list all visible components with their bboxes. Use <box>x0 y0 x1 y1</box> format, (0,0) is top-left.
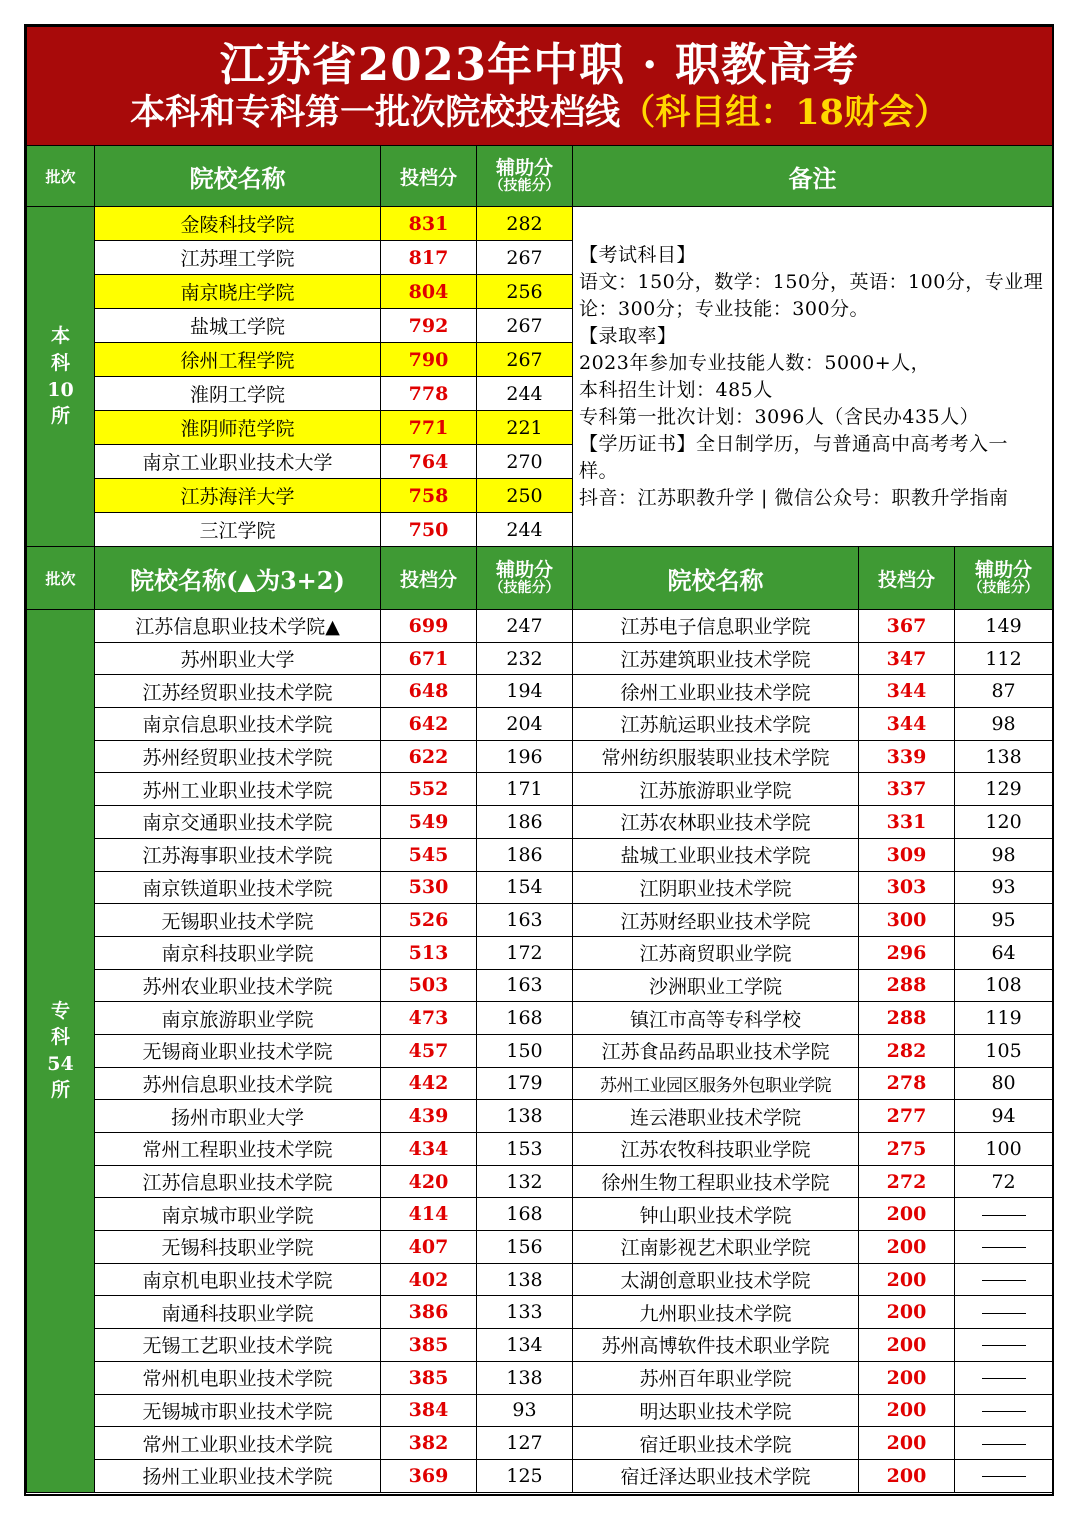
admission-score: 552 <box>381 773 477 806</box>
auxiliary-score: 87 <box>955 675 1053 708</box>
zhuanke-row <box>27 642 1053 675</box>
title-line1: 江苏省2023年中职 · 职教高考 <box>219 38 860 91</box>
zhuanke-row <box>27 740 1053 773</box>
school-name: 江苏商贸职业学院 <box>573 936 859 969</box>
zhuanke-row <box>27 838 1053 871</box>
auxiliary-score: 108 <box>955 969 1053 1002</box>
auxiliary-score: 186 <box>477 806 573 839</box>
admission-score: 200 <box>859 1427 955 1460</box>
auxiliary-score: 149 <box>955 610 1053 643</box>
zhuanke-row <box>27 610 1053 643</box>
school-name: 沙洲职业工学院 <box>573 969 859 1002</box>
auxiliary-score: 244 <box>477 377 573 411</box>
auxiliary-score: 172 <box>477 936 573 969</box>
header-score-zk-right: 投档分 <box>859 547 955 610</box>
admission-score: 309 <box>859 838 955 871</box>
school-name: 无锡城市职业技术学院 <box>95 1394 381 1427</box>
school-name: 淮阴师范学院 <box>95 411 381 445</box>
admission-score: 277 <box>859 1100 955 1133</box>
auxiliary-score: 168 <box>477 1002 573 1035</box>
dash-mark <box>982 1345 1026 1346</box>
admission-score: 790 <box>381 343 477 377</box>
zhuanke-row <box>27 1100 1053 1133</box>
school-name: 江苏农牧科技职业学院 <box>573 1133 859 1166</box>
admission-score: 200 <box>859 1296 955 1329</box>
auxiliary-score-empty <box>955 1459 1053 1492</box>
school-name: 江阴职业技术学院 <box>573 871 859 904</box>
auxiliary-score: 120 <box>955 806 1053 839</box>
school-name: 无锡商业职业技术学院 <box>95 1034 381 1067</box>
auxiliary-score: 256 <box>477 275 573 309</box>
auxiliary-score: 154 <box>477 871 573 904</box>
admission-score: 817 <box>381 241 477 275</box>
school-name: 苏州经贸职业技术学院 <box>95 740 381 773</box>
school-name: 宿迁职业技术学院 <box>573 1427 859 1460</box>
admission-score: 771 <box>381 411 477 445</box>
title-line2-subject-group: （科目组：18财会） <box>620 92 949 133</box>
school-name: 江苏电子信息职业学院 <box>573 610 859 643</box>
admission-score: 402 <box>381 1263 477 1296</box>
auxiliary-score: 232 <box>477 642 573 675</box>
admission-score: 549 <box>381 806 477 839</box>
notes-panel <box>573 207 1053 547</box>
zhuanke-row <box>27 708 1053 741</box>
header-school-zk-right: 院校名称 <box>573 547 859 610</box>
school-name: 无锡职业技术学院 <box>95 904 381 937</box>
school-name: 扬州工业职业技术学院 <box>95 1459 381 1492</box>
auxiliary-score: 171 <box>477 773 573 806</box>
admission-score: 347 <box>859 642 955 675</box>
school-name: 江苏建筑职业技术学院 <box>573 642 859 675</box>
admission-score: 671 <box>381 642 477 675</box>
admission-table <box>26 26 1053 1493</box>
auxiliary-score: 267 <box>477 309 573 343</box>
school-name: 徐州工程学院 <box>95 343 381 377</box>
auxiliary-score: 168 <box>477 1198 573 1231</box>
school-name: 江苏海洋大学 <box>95 479 381 513</box>
zhuanke-row <box>27 1459 1053 1492</box>
school-name: 宿迁泽达职业技术学院 <box>573 1459 859 1492</box>
benke-group-label: 本 科 10 所 <box>27 207 95 547</box>
school-name: 常州工程职业技术学院 <box>95 1133 381 1166</box>
admission-score: 385 <box>381 1329 477 1362</box>
school-name: 江苏海事职业技术学院 <box>95 838 381 871</box>
auxiliary-score: 179 <box>477 1067 573 1100</box>
auxiliary-score: 250 <box>477 479 573 513</box>
admission-score: 385 <box>381 1361 477 1394</box>
school-name: 南京信息职业技术学院 <box>95 708 381 741</box>
auxiliary-score-empty <box>955 1427 1053 1460</box>
auxiliary-score: 98 <box>955 838 1053 871</box>
school-name: 常州机电职业技术学院 <box>95 1361 381 1394</box>
auxiliary-score: 138 <box>955 740 1053 773</box>
zhuanke-row <box>27 1231 1053 1264</box>
auxiliary-score: 282 <box>477 207 573 241</box>
dash-mark <box>982 1280 1026 1281</box>
admission-score: 200 <box>859 1263 955 1296</box>
auxiliary-score: 132 <box>477 1165 573 1198</box>
note-line: 本科招生计划：485人 <box>579 378 773 401</box>
title-line2 <box>27 92 1052 134</box>
school-name: 江苏信息职业技术学院 <box>95 1165 381 1198</box>
school-name: 江苏理工学院 <box>95 241 381 275</box>
admission-score: 296 <box>859 936 955 969</box>
auxiliary-score: 247 <box>477 610 573 643</box>
auxiliary-score: 138 <box>477 1361 573 1394</box>
school-name: 太湖创意职业技术学院 <box>573 1263 859 1296</box>
school-name: 南京交通职业技术学院 <box>95 806 381 839</box>
admission-score: 699 <box>381 610 477 643</box>
school-name: 江苏经贸职业技术学院 <box>95 675 381 708</box>
admission-score: 344 <box>859 675 955 708</box>
auxiliary-score-empty <box>955 1296 1053 1329</box>
admission-score: 200 <box>859 1198 955 1231</box>
title-line2-prefix: 本科和专科第一批次院校投档线 <box>130 92 621 133</box>
admission-score: 442 <box>381 1067 477 1100</box>
dash-mark <box>982 1411 1026 1412</box>
header-note: 备注 <box>573 146 1053 207</box>
note-line: 【录取率】 <box>579 324 677 347</box>
school-name: 苏州工业园区服务外包职业学院 <box>573 1067 859 1100</box>
header-school: 院校名称 <box>95 146 381 207</box>
header-batch-zk: 批次 <box>27 547 95 610</box>
school-name: 南京旅游职业学院 <box>95 1002 381 1035</box>
auxiliary-score: 119 <box>955 1002 1053 1035</box>
school-name: 江苏食品药品职业技术学院 <box>573 1034 859 1067</box>
school-name: 南京工业职业技术大学 <box>95 445 381 479</box>
admission-score: 382 <box>381 1427 477 1460</box>
header-aux: 辅助分 （技能分） <box>477 146 573 207</box>
zhuanke-row <box>27 1263 1053 1296</box>
school-name: 南京城市职业学院 <box>95 1198 381 1231</box>
auxiliary-score: 133 <box>477 1296 573 1329</box>
auxiliary-score: 100 <box>955 1133 1053 1166</box>
zhuanke-row <box>27 806 1053 839</box>
admission-score: 200 <box>859 1459 955 1492</box>
admission-score: 303 <box>859 871 955 904</box>
admission-score: 513 <box>381 936 477 969</box>
admission-score: 473 <box>381 1002 477 1035</box>
school-name: 南通科技职业学院 <box>95 1296 381 1329</box>
zhuanke-row <box>27 1002 1053 1035</box>
admission-score: 414 <box>381 1198 477 1231</box>
school-name: 常州工业职业技术学院 <box>95 1427 381 1460</box>
zhuanke-group-label: 专 科 54 所 <box>27 610 95 1493</box>
school-name: 无锡工艺职业技术学院 <box>95 1329 381 1362</box>
admission-score: 503 <box>381 969 477 1002</box>
title-banner <box>27 27 1053 146</box>
admission-score: 750 <box>381 513 477 547</box>
admission-score: 331 <box>859 806 955 839</box>
note-line: 【学历证书】全日制学历，与普通高中高考考入一样。 <box>579 432 1009 482</box>
auxiliary-score: 64 <box>955 936 1053 969</box>
school-name: 南京科技职业学院 <box>95 936 381 969</box>
dash-mark <box>982 1378 1026 1379</box>
school-name: 苏州农业职业技术学院 <box>95 969 381 1002</box>
auxiliary-score-empty <box>955 1198 1053 1231</box>
school-name: 苏州工业职业技术学院 <box>95 773 381 806</box>
admission-score: 339 <box>859 740 955 773</box>
auxiliary-score: 267 <box>477 241 573 275</box>
school-name: 江苏旅游职业学院 <box>573 773 859 806</box>
admission-score: 434 <box>381 1133 477 1166</box>
admission-score: 386 <box>381 1296 477 1329</box>
auxiliary-score-empty <box>955 1394 1053 1427</box>
auxiliary-score: 156 <box>477 1231 573 1264</box>
auxiliary-score: 186 <box>477 838 573 871</box>
auxiliary-score: 163 <box>477 969 573 1002</box>
admission-score: 792 <box>381 309 477 343</box>
admission-score: 831 <box>381 207 477 241</box>
zhuanke-row <box>27 1034 1053 1067</box>
school-name: 钟山职业技术学院 <box>573 1198 859 1231</box>
note-line: 专科第一批次计划：3096人（含民办435人） <box>579 405 980 428</box>
auxiliary-score: 267 <box>477 343 573 377</box>
admission-score: 272 <box>859 1165 955 1198</box>
school-name: 南京铁道职业技术学院 <box>95 871 381 904</box>
school-name: 盐城工学院 <box>95 309 381 343</box>
school-name: 江苏信息职业技术学院▲ <box>95 610 381 643</box>
admission-score: 344 <box>859 708 955 741</box>
school-name: 无锡科技职业学院 <box>95 1231 381 1264</box>
header-score: 投档分 <box>381 146 477 207</box>
auxiliary-score: 127 <box>477 1427 573 1460</box>
school-name: 连云港职业技术学院 <box>573 1100 859 1133</box>
admission-score: 530 <box>381 871 477 904</box>
zhuanke-row <box>27 1165 1053 1198</box>
admission-score: 282 <box>859 1034 955 1067</box>
dash-mark <box>982 1247 1026 1248</box>
admission-score: 278 <box>859 1067 955 1100</box>
auxiliary-score: 112 <box>955 642 1053 675</box>
admission-score: 758 <box>381 479 477 513</box>
school-name: 苏州高博软件技术职业学院 <box>573 1329 859 1362</box>
auxiliary-score: 204 <box>477 708 573 741</box>
auxiliary-score-empty <box>955 1329 1053 1362</box>
auxiliary-score-empty <box>955 1231 1053 1264</box>
school-name: 苏州职业大学 <box>95 642 381 675</box>
auxiliary-score: 221 <box>477 411 573 445</box>
dash-mark <box>982 1476 1026 1477</box>
school-name: 苏州百年职业学院 <box>573 1361 859 1394</box>
auxiliary-score: 125 <box>477 1459 573 1492</box>
admission-score: 200 <box>859 1329 955 1362</box>
header-batch: 批次 <box>27 146 95 207</box>
auxiliary-score: 95 <box>955 904 1053 937</box>
school-name: 镇江市高等专科学校 <box>573 1002 859 1035</box>
auxiliary-score: 134 <box>477 1329 573 1362</box>
auxiliary-score: 98 <box>955 708 1053 741</box>
auxiliary-score: 138 <box>477 1100 573 1133</box>
auxiliary-score: 93 <box>477 1394 573 1427</box>
auxiliary-score: 163 <box>477 904 573 937</box>
school-name: 三江学院 <box>95 513 381 547</box>
dash-mark <box>982 1444 1026 1445</box>
school-name: 南京机电职业技术学院 <box>95 1263 381 1296</box>
admission-score: 622 <box>381 740 477 773</box>
school-name: 明达职业技术学院 <box>573 1394 859 1427</box>
zhuanke-header-row <box>27 547 1053 610</box>
note-line: 抖音：江苏职教升学 | 微信公众号：职教升学指南 <box>579 486 1009 509</box>
header-aux-zk-right: 辅助分 （技能分） <box>955 547 1053 610</box>
dash-mark <box>982 1313 1026 1314</box>
auxiliary-score: 153 <box>477 1133 573 1166</box>
auxiliary-score: 138 <box>477 1263 573 1296</box>
zhuanke-row <box>27 675 1053 708</box>
auxiliary-score: 244 <box>477 513 573 547</box>
admission-score: 764 <box>381 445 477 479</box>
auxiliary-score: 270 <box>477 445 573 479</box>
zhuanke-row <box>27 773 1053 806</box>
auxiliary-score-empty <box>955 1361 1053 1394</box>
zhuanke-row <box>27 904 1053 937</box>
school-name: 徐州生物工程职业技术学院 <box>573 1165 859 1198</box>
admission-score: 200 <box>859 1394 955 1427</box>
zhuanke-row <box>27 1067 1053 1100</box>
zhuanke-row <box>27 1394 1053 1427</box>
admission-score: 439 <box>381 1100 477 1133</box>
admission-score: 337 <box>859 773 955 806</box>
admission-score: 804 <box>381 275 477 309</box>
auxiliary-score: 72 <box>955 1165 1053 1198</box>
admission-score: 367 <box>859 610 955 643</box>
admission-score: 275 <box>859 1133 955 1166</box>
auxiliary-score: 129 <box>955 773 1053 806</box>
auxiliary-score: 80 <box>955 1067 1053 1100</box>
admission-score: 288 <box>859 969 955 1002</box>
admission-score: 384 <box>381 1394 477 1427</box>
school-name: 江苏财经职业技术学院 <box>573 904 859 937</box>
admission-score: 545 <box>381 838 477 871</box>
admission-score: 648 <box>381 675 477 708</box>
note-line: 【考试科目】 <box>579 243 697 266</box>
admission-score: 200 <box>859 1361 955 1394</box>
admission-score: 369 <box>381 1459 477 1492</box>
school-name: 淮阴工学院 <box>95 377 381 411</box>
auxiliary-score: 196 <box>477 740 573 773</box>
zhuanke-row <box>27 1198 1053 1231</box>
benke-header-row <box>27 146 1053 207</box>
admission-score: 288 <box>859 1002 955 1035</box>
admission-score: 778 <box>381 377 477 411</box>
note-line: 2023年参加专业技能人数：5000+人， <box>579 351 931 374</box>
zhuanke-row <box>27 1296 1053 1329</box>
admission-score: 407 <box>381 1231 477 1264</box>
school-name: 江苏航运职业技术学院 <box>573 708 859 741</box>
admission-score: 200 <box>859 1231 955 1264</box>
zhuanke-row <box>27 936 1053 969</box>
benke-row <box>27 207 1053 241</box>
note-line: 语文：150分，数学：150分，英语：100分，专业理论：300分；专业技能：300分。 <box>579 270 1044 320</box>
admission-score: 300 <box>859 904 955 937</box>
school-name: 九州职业技术学院 <box>573 1296 859 1329</box>
school-name: 扬州市职业大学 <box>95 1100 381 1133</box>
header-school-zk: 院校名称(▲为3+2) <box>95 547 381 610</box>
school-name: 常州纺织服装职业技术学院 <box>573 740 859 773</box>
school-name: 盐城工业职业技术学院 <box>573 838 859 871</box>
header-aux-zk: 辅助分 （技能分） <box>477 547 573 610</box>
school-name: 江苏农林职业技术学院 <box>573 806 859 839</box>
school-name: 苏州信息职业技术学院 <box>95 1067 381 1100</box>
zhuanke-row <box>27 871 1053 904</box>
auxiliary-score: 93 <box>955 871 1053 904</box>
school-name: 金陵科技学院 <box>95 207 381 241</box>
dash-mark <box>982 1215 1026 1216</box>
school-name: 徐州工业职业技术学院 <box>573 675 859 708</box>
admission-score: 526 <box>381 904 477 937</box>
auxiliary-score: 194 <box>477 675 573 708</box>
school-name: 江南影视艺术职业学院 <box>573 1231 859 1264</box>
admission-score: 457 <box>381 1034 477 1067</box>
header-score-zk: 投档分 <box>381 547 477 610</box>
zhuanke-row <box>27 969 1053 1002</box>
school-name: 南京晓庄学院 <box>95 275 381 309</box>
admission-table-frame <box>24 24 1054 1496</box>
zhuanke-row <box>27 1361 1053 1394</box>
admission-score: 642 <box>381 708 477 741</box>
auxiliary-score-empty <box>955 1263 1053 1296</box>
auxiliary-score: 150 <box>477 1034 573 1067</box>
auxiliary-score: 105 <box>955 1034 1053 1067</box>
zhuanke-row <box>27 1427 1053 1460</box>
admission-score: 420 <box>381 1165 477 1198</box>
zhuanke-row <box>27 1133 1053 1166</box>
auxiliary-score: 94 <box>955 1100 1053 1133</box>
zhuanke-row <box>27 1329 1053 1362</box>
